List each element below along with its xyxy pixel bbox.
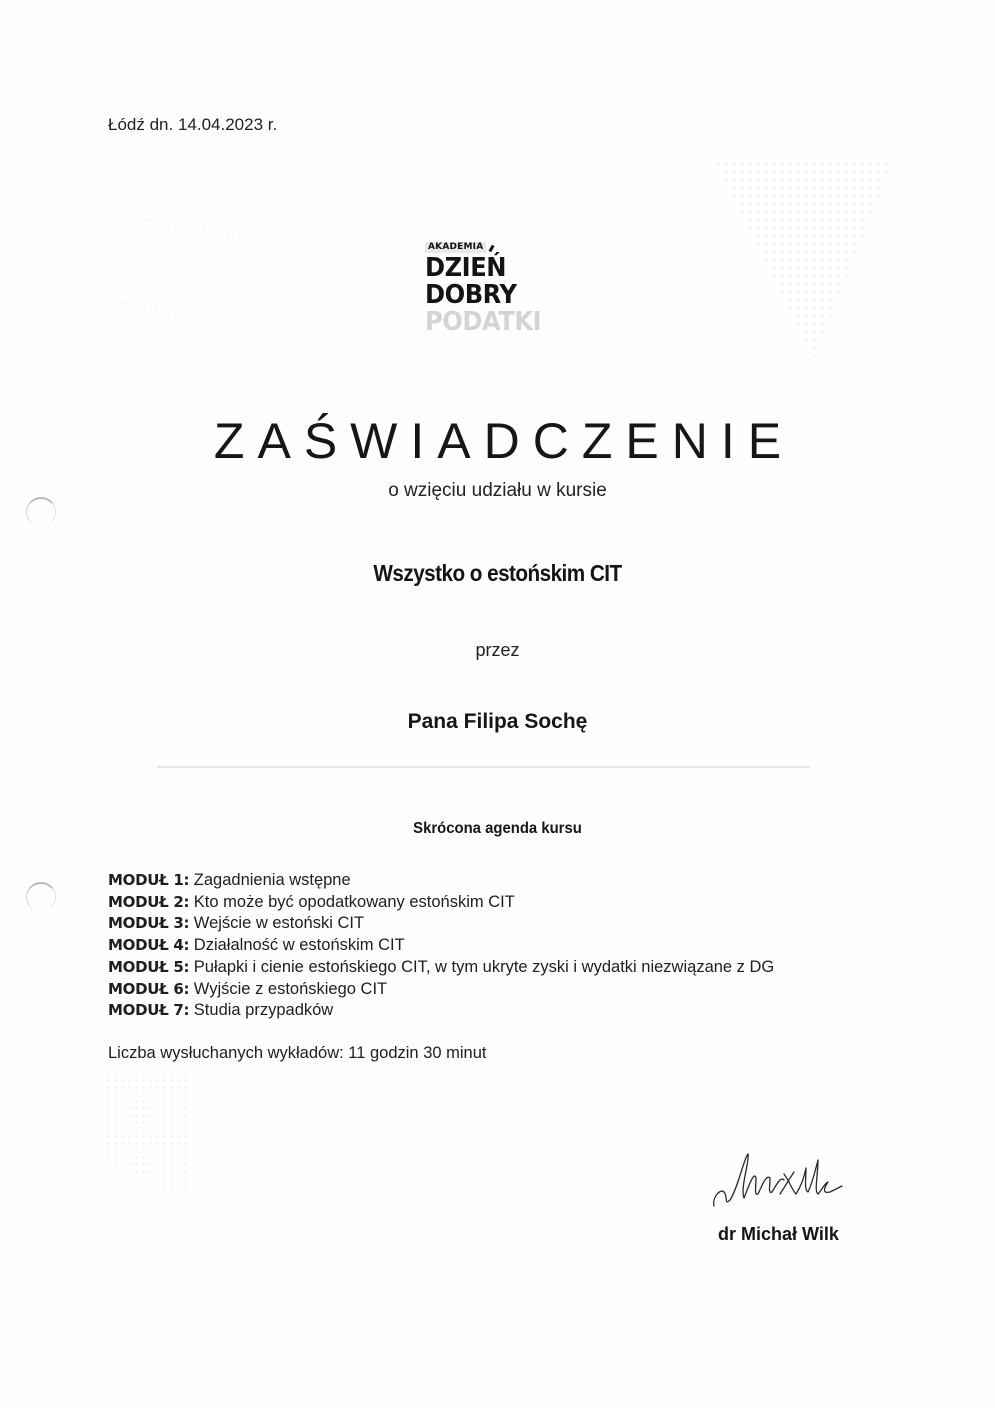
lecture-hours-summary: Liczba wysłuchanych wykładów: 11 godzin 30 minut [108, 1044, 487, 1062]
module-text: Studia przypadków [193, 1001, 334, 1020]
place-and-date: Łódź dn. 14.04.2023 r. [108, 115, 278, 134]
background-dot-pattern [715, 160, 895, 360]
module-label: MODUŁ 5: [108, 957, 190, 976]
background-dotted-line [115, 213, 262, 243]
module-label: MODUŁ 3: [108, 914, 190, 933]
certificate-title: ZAŚWIADCZENIE [213, 413, 795, 469]
agenda-module [108, 913, 774, 935]
module-text: Działalność w estońskim CIT [193, 936, 405, 955]
logo-dobry: DOBRY [425, 280, 517, 310]
course-name: Wszystko o estońskim CIT [373, 560, 622, 586]
agenda-module [108, 870, 774, 892]
module-text: Wejście w estoński CIT [193, 914, 365, 933]
logo-akademia: AKADEMIA [425, 242, 486, 253]
agenda-heading: Skrócona agenda kursu [413, 820, 582, 837]
agenda-module [108, 957, 774, 979]
module-text: Zagadnienia wstępne [193, 871, 351, 889]
module-text: Wyjście z estońskiego CIT [193, 979, 388, 998]
signer-name: dr Michał Wilk [718, 1224, 839, 1244]
certificate-subtitle: o wzięciu udziału w kursie [388, 480, 607, 501]
logo-podatki: PODATKI [425, 307, 542, 337]
agenda-module [108, 1000, 774, 1022]
participant-name: Pana Filipa Sochę [407, 710, 588, 733]
module-label: MODUŁ 6: [108, 979, 190, 998]
module-label: MODUŁ 7: [108, 1001, 190, 1020]
punch-hole-mark [26, 882, 56, 912]
agenda-module [108, 935, 774, 957]
logo-dzien: DZIEŃ [425, 253, 507, 283]
agenda-module-list [108, 870, 774, 1022]
module-label: MODUŁ 2: [108, 892, 190, 911]
agenda-module [108, 892, 774, 914]
academy-logo [425, 236, 555, 335]
module-text: Pułapki i cienie estońskiego CIT, w tym ukryte zyski i wydatki niezwiązane z DG [193, 957, 775, 976]
module-text: Kto może być opodatkowany estońskim CIT [193, 892, 515, 911]
divider [157, 766, 810, 768]
agenda-module [108, 979, 774, 1001]
background-dot-pattern [105, 1070, 190, 1200]
module-label: MODUŁ 4: [108, 936, 190, 955]
handwritten-signature [710, 1148, 850, 1218]
by-label: przez [475, 640, 520, 660]
background-dotted-line [115, 300, 203, 323]
module-label: MODUŁ 1: [108, 871, 190, 889]
